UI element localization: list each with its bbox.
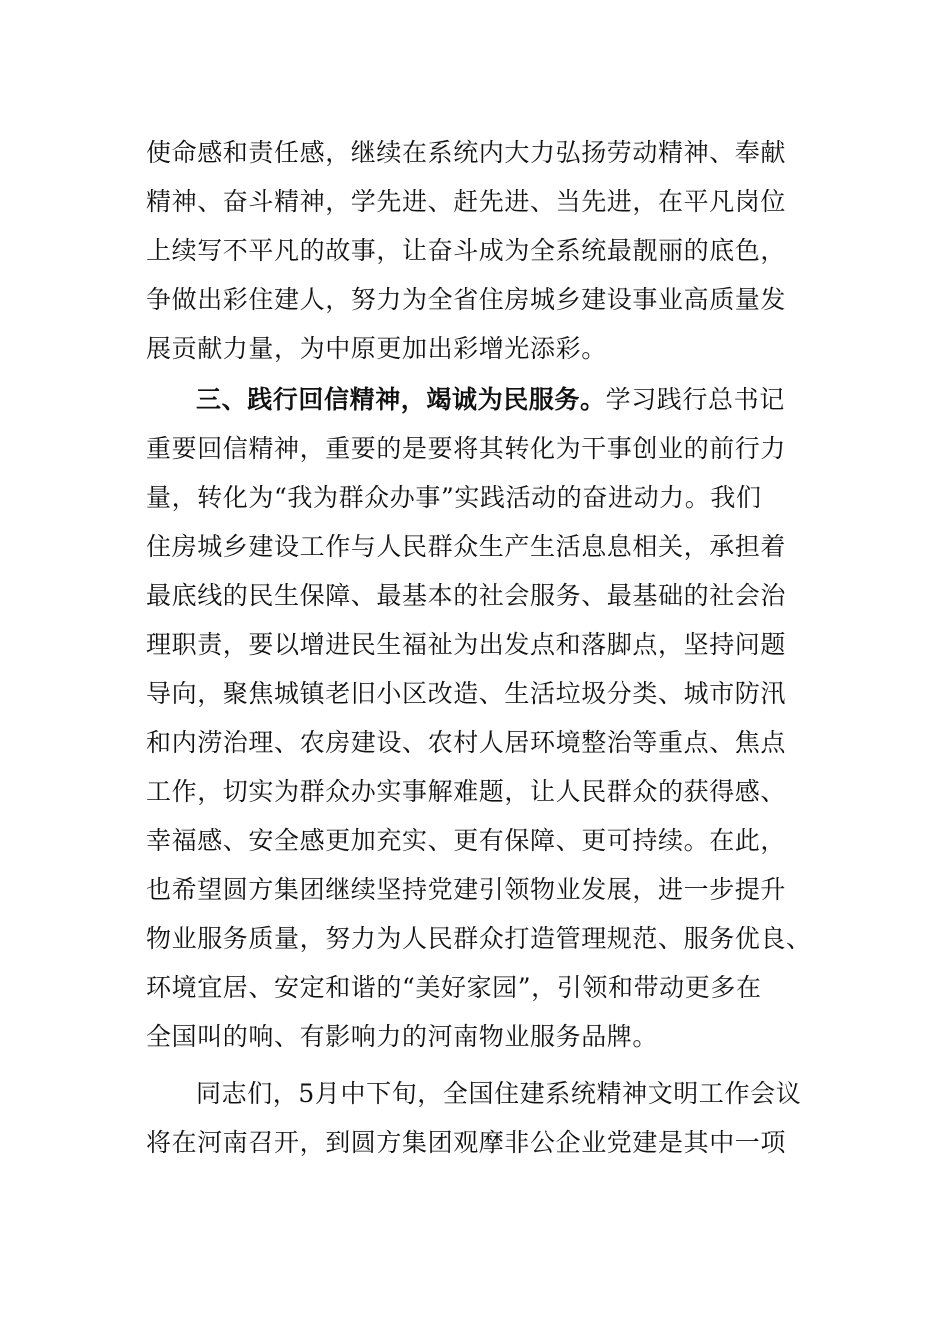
body-line: 和内涝治理、农房建设、农村人居环境整治等重点、焦点 — [146, 728, 787, 757]
body-line: 上续写不平凡的故事，让奋斗成为全系统最靓丽的底色， — [146, 236, 787, 265]
body-line: 也希望圆方集团继续坚持党建引领物业发展，进一步提升 — [146, 875, 787, 904]
body-line: 将在河南召开，到圆方集团观摩非公企业党建是其中一项 — [146, 1128, 787, 1157]
body-line: 环境宜居、安定和谐的“美好家园”，引领和带动更多在 — [146, 973, 762, 1002]
body-line: 重要回信精神，重要的是要将其转化为干事创业的前行力 — [146, 434, 787, 463]
body-line: 同志们，5月中下旬，全国住建系统精神文明工作会议 — [196, 1079, 802, 1108]
body-line: 精神、奋斗精神，学先进、赶先进、当先进，在平凡岗位 — [146, 187, 787, 216]
body-line: 导向，聚焦城镇老旧小区改造、生活垃圾分类、城市防汛 — [146, 679, 787, 708]
body-line: 住房城乡建设工作与人民群众生产生活息息相关，承担着 — [146, 532, 787, 561]
body-text: 学习践行总书记 — [605, 385, 785, 414]
body-line: 使命感和责任感，继续在系统内大力弘扬劳动精神、奉献 — [146, 138, 787, 167]
body-line: 争做出彩住建人，努力为全省住房城乡建设事业高质量发 — [146, 285, 787, 314]
section-heading: 三、践行回信精神，竭诚为民服务。 — [196, 385, 606, 414]
body-line: 幸福感、安全感更加充实、更有保障、更可持续。在此， — [146, 826, 787, 855]
body-line: 全国叫的响、有影响力的河南物业服务品牌。 — [146, 1022, 659, 1051]
section-heading-line — [196, 375, 866, 425]
body-line: 量，转化为“我为群众办事”实践活动的奋进动力。我们 — [146, 483, 762, 512]
body-line: 理职责，要以增进民生福祉为出发点和落脚点，坚持问题 — [146, 630, 787, 659]
body-line: 工作，切实为群众办实事解难题，让人民群众的获得感、 — [146, 777, 787, 806]
body-line: 物业服务质量，努力为人民群众打造管理规范、服务优良、 — [146, 924, 812, 953]
body-line: 最底线的民生保障、最基本的社会服务、最基础的社会治 — [146, 581, 787, 610]
body-line: 展贡献力量，为中原更加出彩增光添彩。 — [146, 334, 607, 363]
